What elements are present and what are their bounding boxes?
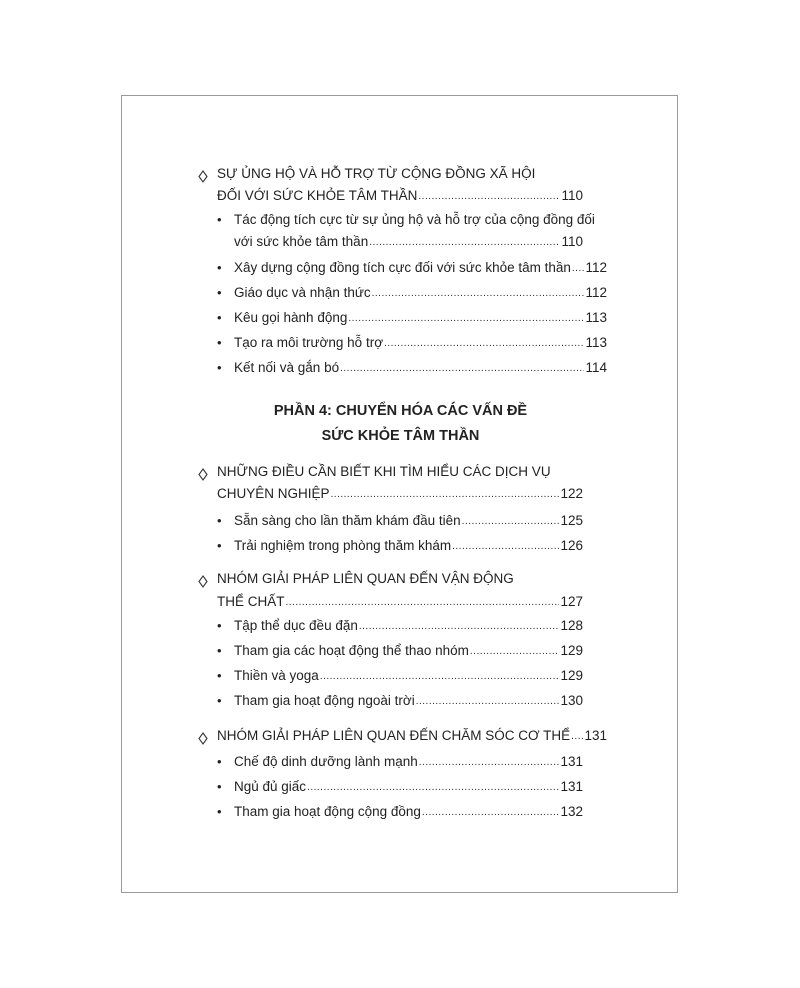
page-number: 127 <box>560 594 583 609</box>
leader-dots <box>416 691 560 711</box>
diamond-icon <box>198 575 208 588</box>
entry-text: ĐỐI VỚI SỨC KHỎE TÂM THẦN <box>217 188 418 203</box>
part-heading: PHẦN 4: CHUYỂN HÓA CÁC VẤN ĐỀ <box>273 403 528 419</box>
bullet: • <box>217 693 222 708</box>
bullet: • <box>217 643 222 658</box>
toc-entry[interactable] <box>217 593 583 613</box>
toc-entry[interactable] <box>234 284 607 304</box>
page-number: 129 <box>560 668 583 683</box>
toc-entry[interactable] <box>217 727 607 747</box>
bullet: • <box>217 668 222 683</box>
entry-text: Xây dựng cộng đồng tích cực đối với sức khỏe tâm thần <box>234 260 571 275</box>
bullet: • <box>217 360 222 375</box>
page-number: 129 <box>560 643 583 658</box>
leader-dots <box>320 666 560 686</box>
leader-dots <box>418 186 560 206</box>
toc-entry[interactable] <box>234 334 607 354</box>
page-number: 114 <box>585 360 607 375</box>
bullet: • <box>217 260 222 275</box>
leader-dots <box>572 258 585 278</box>
leader-dots <box>384 333 584 353</box>
bullet: • <box>217 335 222 350</box>
entry-text: Giáo dục và nhận thức <box>234 285 371 300</box>
leader-dots <box>372 283 585 303</box>
leader-dots <box>462 511 560 531</box>
leader-dots <box>359 616 560 636</box>
page-number: 112 <box>585 260 607 275</box>
page-number: 128 <box>560 618 583 633</box>
toc-entry[interactable] <box>234 512 583 532</box>
section-title: SỰ ỦNG HỘ VÀ HỖ TRỢ TỪ CỘNG ĐỒNG XÃ HỘI <box>217 166 536 181</box>
entry-text: Tham gia hoạt động cộng đồng <box>234 804 421 819</box>
page-number: 131 <box>560 754 583 769</box>
bullet: • <box>217 538 222 553</box>
leader-dots <box>419 752 560 772</box>
entry-text: CHUYÊN NGHIỆP <box>217 486 330 501</box>
toc-entry[interactable] <box>234 233 583 253</box>
bullet: • <box>217 779 222 794</box>
entry-text: NHÓM GIẢI PHÁP LIÊN QUAN ĐẾN CHĂM SÓC CƠ THỂ <box>217 728 571 743</box>
entry-text: với sức khỏe tâm thần <box>234 234 369 249</box>
entry-text: Tham gia hoạt động ngoài trời <box>234 693 415 708</box>
diamond-icon <box>198 170 208 183</box>
page-number: 113 <box>585 335 607 350</box>
leader-dots <box>470 641 560 661</box>
bullet: • <box>217 618 222 633</box>
book-page <box>121 95 678 893</box>
toc-entry[interactable] <box>217 485 583 505</box>
leader-dots <box>348 308 584 328</box>
toc-entry[interactable] <box>234 211 595 229</box>
bullet: • <box>217 212 222 227</box>
diamond-icon <box>198 468 208 481</box>
page-number: 125 <box>560 513 583 528</box>
leader-dots <box>369 232 560 252</box>
entry-text: Kêu gọi hành động <box>234 310 348 325</box>
toc-entry[interactable] <box>234 259 607 279</box>
entry-text: Trải nghiệm trong phòng thăm khám <box>234 538 452 553</box>
leader-dots <box>340 358 584 378</box>
entry-text: Tham gia các hoạt động thể thao nhóm <box>234 643 469 658</box>
entry-text: Tác động tích cực từ sự ủng hộ và hỗ trợ của cộng đồng đối <box>234 212 595 227</box>
toc-entry[interactable] <box>234 309 607 329</box>
entry-text: Tạo ra môi trường hỗ trợ <box>234 335 384 350</box>
toc-entry[interactable] <box>234 753 583 773</box>
toc-entry[interactable] <box>234 642 583 662</box>
toc-entry[interactable] <box>234 778 583 798</box>
toc-entry[interactable] <box>234 359 607 379</box>
section-title: NHÓM GIẢI PHÁP LIÊN QUAN ĐẾN VẬN ĐỘNG <box>217 571 514 586</box>
page-number: 132 <box>560 804 583 819</box>
bullet: • <box>217 513 222 528</box>
page-number: 126 <box>560 538 583 553</box>
entry-text: Sẵn sàng cho lần thăm khám đầu tiên <box>234 513 461 528</box>
leader-dots <box>307 777 559 797</box>
page-number: 110 <box>561 234 583 249</box>
page-number: 122 <box>560 486 583 501</box>
page-number: 110 <box>561 188 583 203</box>
toc-entry[interactable] <box>234 617 583 637</box>
toc-entry[interactable] <box>234 803 583 823</box>
entry-text: Chế độ dinh dưỡng lành mạnh <box>234 754 418 769</box>
leader-dots <box>286 592 560 612</box>
part-heading-subtitle: SỨC KHỎE TÂM THẦN <box>321 428 480 444</box>
entry-text: Tập thể dục đều đặn <box>234 618 358 633</box>
toc-entry[interactable] <box>217 187 583 207</box>
toc-entry[interactable] <box>234 667 583 687</box>
page-number: 131 <box>560 779 583 794</box>
entry-text: Thiền và yoga <box>234 668 319 683</box>
page-number: 131 <box>584 728 607 743</box>
bullet: • <box>217 754 222 769</box>
diamond-icon <box>198 732 208 745</box>
page-number: 112 <box>585 285 607 300</box>
leader-dots <box>452 536 559 556</box>
page-number: 130 <box>560 693 583 708</box>
section-title: NHỮNG ĐIỀU CẦN BIẾT KHI TÌM HIỂU CÁC DỊCH VỤ <box>217 464 551 479</box>
leader-dots <box>571 726 583 746</box>
bullet: • <box>217 804 222 819</box>
leader-dots <box>331 484 560 504</box>
entry-text: Ngủ đủ giấc <box>234 779 307 794</box>
toc-entry[interactable] <box>234 537 583 557</box>
entry-text: THỂ CHẤT <box>217 594 285 609</box>
toc-entry[interactable] <box>234 692 583 712</box>
page-number: 113 <box>585 310 607 325</box>
entry-text: Kết nối và gắn bó <box>234 360 340 375</box>
leader-dots <box>422 802 560 822</box>
bullet: • <box>217 285 222 300</box>
bullet: • <box>217 310 222 325</box>
